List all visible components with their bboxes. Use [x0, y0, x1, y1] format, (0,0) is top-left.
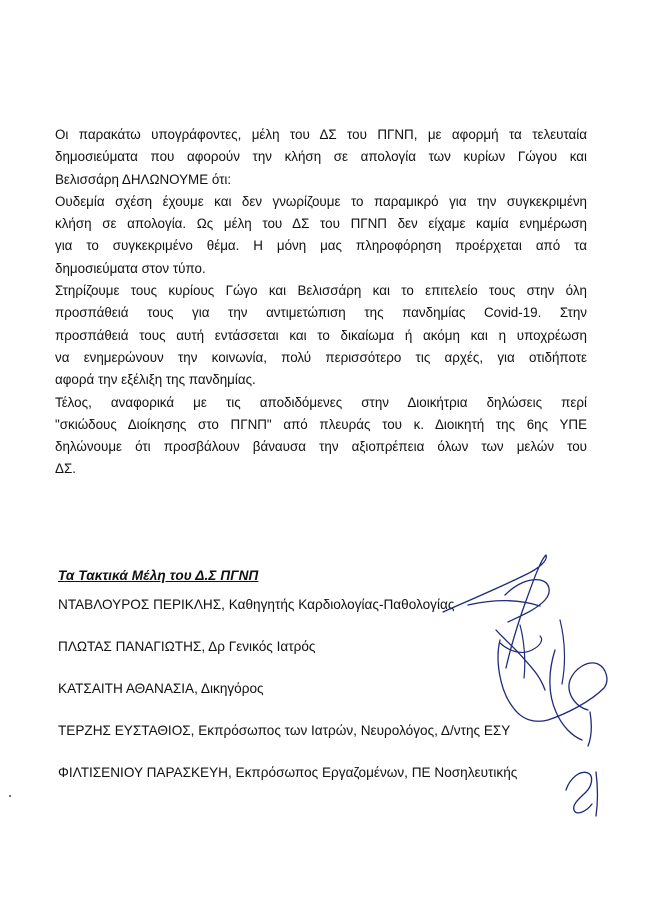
member-entry: ΚΑΤΣΑΙΤΗ ΑΘΑΝΑΣΙΑ, Δικηγόρος — [58, 681, 264, 696]
statement-line: δημοσιεύματα στον τύπο. — [55, 260, 206, 276]
board-members-section — [58, 568, 578, 782]
statement-line: να ενημερώνουν την κοινωνία, πολύ περισσότερο τις αρχές, για οτιδήποτε — [55, 349, 587, 365]
statement-line: αφορά την εξέλιξη της πανδημίας. — [55, 372, 256, 388]
statement-line: Ουδεμία σχέση έχουμε και δεν γνωρίζουμε το παραμικρό για την συγκεκριμένη — [55, 193, 587, 209]
statement-line: Στηρίζουμε τους κυρίους Γώγο και Βελισσάρη και το επιτελείο τους στην όλη — [55, 283, 587, 299]
statement-line: Τέλος, αναφορικά με τις αποδιδόμενες στην Διοικήτρια δηλώσεις περί — [55, 394, 587, 410]
members-title: Τα Τακτικά Μέλη του Δ.Σ ΠΓΝΠ — [58, 568, 259, 583]
statement-paragraph-4 — [55, 392, 587, 481]
margin-dot — [9, 795, 11, 797]
statement-line: προσπάθειά τους για την αντιμετώπιση της πανδημίας Covid-19. Στην — [55, 305, 587, 321]
statement-line: κλήση σε απολογία. Ως μέλη του ΔΣ του ΠΓΝΠ δεν είχαμε καμία ενημέρωση — [55, 216, 587, 232]
statement-paragraph-1 — [55, 124, 587, 191]
statement-line: δηλώνουμε ότι προσβάλουν βάναυσα την αξιοπρέπεια όλων των μελών του — [55, 439, 587, 455]
member-entry: ΝΤΑΒΛΟΥΡΟΣ ΠΕΡΙΚΛΗΣ, Καθηγητής Καρδιολογίας-Παθολογίας — [58, 597, 455, 612]
statement-body — [55, 124, 587, 481]
statement-paragraph-3 — [55, 280, 587, 391]
member-entry: ΤΕΡΖΗΣ ΕΥΣΤΑΘΙΟΣ, Εκπρόσωπος των Ιατρών, Νευρολόγος, Δ/ντης ΕΣΥ — [58, 723, 511, 738]
statement-paragraph-2 — [55, 191, 587, 280]
statement-line: "σκιώδους Διοίκησης στο ΠΓΝΠ" από πλευράς του κ. Διοικητή της 6ης ΥΠΕ — [55, 416, 587, 432]
statement-line: δημοσιεύματα που αφορούν την κλήση σε απολογία των κυρίων Γώγου και — [55, 149, 587, 165]
member-entry: ΦΙΛΤΙΣΕΝΙΟΥ ΠΑΡΑΣΚΕΥΗ, Εκπρόσωπος Εργαζομένων, ΠΕ Νοσηλευτικής — [58, 765, 518, 780]
statement-line: Οι παρακάτω υπογράφοντες, μέλη του ΔΣ του ΠΓΝΠ, με αφορμή τα τελευταία — [55, 127, 587, 142]
statement-line: Βελισσάρη ΔΗΛΩΝΟΥΜΕ ότι: — [55, 171, 232, 187]
statement-line: ΔΣ. — [55, 461, 76, 477]
statement-line: προσπάθειά τους αυτή εντάσσεται και το δικαίωμα ή ακόμη και η υποχρέωση — [55, 327, 587, 343]
member-entry: ΠΛΩΤΑΣ ΠΑΝΑΓΙΩΤΗΣ, Δρ Γενικός Ιατρός — [58, 639, 316, 654]
statement-line: για το συγκεκριμένο θέμα. Η μόνη μας πληροφόρηση προέρχεται από τα — [55, 238, 587, 254]
